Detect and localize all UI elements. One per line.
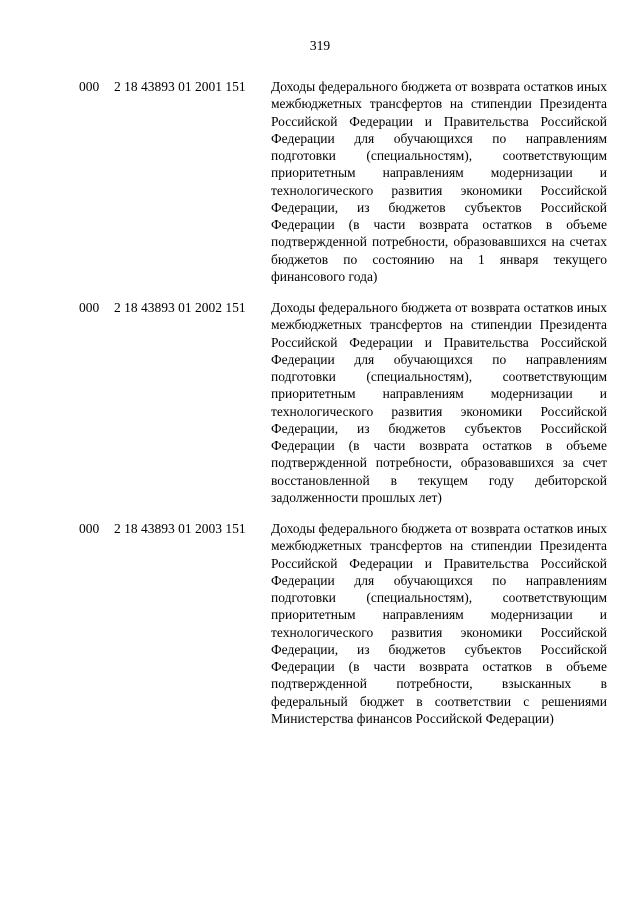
budget-classification-code: 2 18 43893 01 2002 151	[114, 300, 246, 315]
income-description: Доходы федерального бюджета от возврата остатков иных межбюджетных трансфертов на стипендии Президента Российской Федерации и Правительства Российской Федерации для обучающихся по направлениям подготовки (специальностям), соответствующим приоритетным направлениям модернизации и технологического развития экономики Российской Федерации, из бюджетов субъектов Российской Федерации (в части возврата остатков в объеме подтвержденной потребности, образовавшихся на счетах бюджетов по состоянию на 1 января текущего финансового года)	[271, 79, 607, 284]
administrator-code: 000	[79, 79, 100, 94]
budget-classification-code: 2 18 43893 01 2001 151	[114, 79, 246, 94]
administrator-code: 000	[79, 521, 100, 536]
page-number: 319	[309, 38, 331, 53]
classification-entry	[0, 299, 640, 506]
income-description: Доходы федерального бюджета от возврата остатков иных межбюджетных трансфертов на стипендии Президента Российской Федерации и Правительства Российской Федерации для обучающихся по направлениям подготовки (специальностям), соответствующим приоритетным направлениям модернизации и технологического развития экономики Российской Федерации, из бюджетов субъектов Российской Федерации (в части возврата остатков в объеме подтвержденной потребности, образовавшихся за счет восстановленной в текущем году дебиторской задолженности прошлых лет)	[271, 300, 607, 505]
classification-entry	[0, 520, 640, 727]
classification-entry	[0, 78, 640, 285]
budget-classification-code: 2 18 43893 01 2003 151	[114, 521, 246, 536]
classification-list	[0, 78, 640, 741]
administrator-code: 000	[79, 300, 100, 315]
income-description: Доходы федерального бюджета от возврата остатков иных межбюджетных трансфертов на стипендии Президента Российской Федерации и Правительства Российской Федерации для обучающихся по направлениям подготовки (специальностям), соответствующим приоритетным направлениям модернизации и технологического развития экономики Российской Федерации, из бюджетов субъектов Российской Федерации (в части возврата остатков в объеме подтвержденной потребности, взысканных в федеральный бюджет в соответствии с решениями Министерства финансов Российской Федерации)	[271, 521, 607, 726]
